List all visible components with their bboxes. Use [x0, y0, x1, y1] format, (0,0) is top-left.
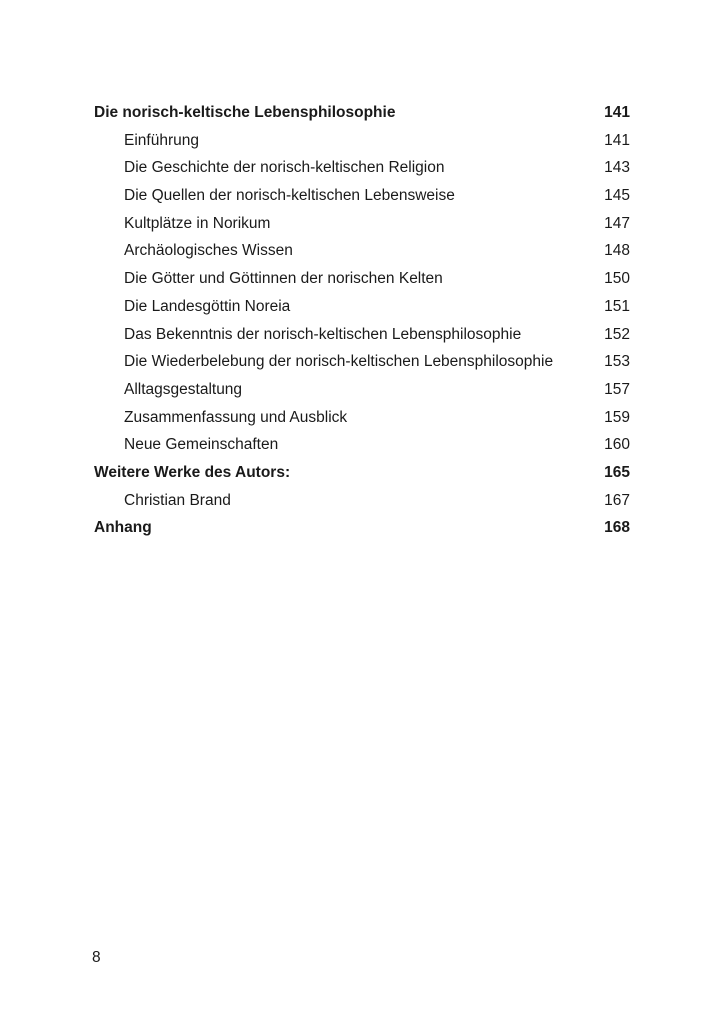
toc-entry [94, 127, 630, 155]
toc-entry-page: 165 [604, 463, 630, 481]
toc-entry-title: Neue Gemeinschaften [124, 436, 279, 454]
toc-entry-page: 141 [604, 131, 630, 149]
toc-entry [94, 376, 630, 404]
toc-entry-title: Kultplätze in Norikum [124, 214, 271, 232]
toc-entry [94, 431, 630, 459]
toc-entry [94, 154, 630, 182]
toc-entry-title: Die Landesgöttin Noreia [124, 297, 291, 315]
toc-entry-page: 147 [604, 214, 630, 232]
toc-entry-title: Einführung [124, 131, 199, 149]
toc-entry-page: 143 [604, 159, 630, 177]
toc-entry-page: 148 [604, 242, 630, 260]
toc-entry [94, 348, 630, 376]
toc-entry [94, 210, 630, 238]
toc-entry-page: 150 [604, 270, 630, 288]
toc-entry-page: 141 [604, 104, 630, 121]
toc-entry-title: Archäologisches Wissen [124, 242, 293, 260]
toc-entry-title: Die Götter und Göttinnen der norischen Kelten [124, 270, 443, 288]
table-of-contents [94, 99, 630, 542]
toc-entry-title: Die norisch-keltische Lebensphilosophie [94, 104, 396, 121]
toc-entry [94, 182, 630, 210]
toc-entry-title: Das Bekenntnis der norisch-keltischen Lebensphilosophie [124, 325, 522, 343]
toc-entry-page: 157 [604, 380, 630, 398]
toc-entry [94, 459, 630, 487]
toc-entry-page: 153 [604, 353, 630, 371]
toc-entry-title: Christian Brand [124, 491, 231, 509]
toc-entry [94, 404, 630, 432]
toc-entry-page: 167 [604, 491, 630, 509]
toc-entry-page: 160 [604, 436, 630, 454]
toc-entry-page: 168 [604, 519, 630, 537]
toc-entry-title: Die Wiederbelebung der norisch-keltischen Lebensphilosophie [124, 353, 554, 371]
toc-entry-title: Anhang [94, 519, 152, 537]
toc-entry-page: 152 [604, 325, 630, 343]
toc-entry [94, 321, 630, 349]
toc-entry [94, 265, 630, 293]
toc-entry [94, 514, 630, 542]
toc-entry [94, 99, 630, 127]
toc-entry-title: Zusammenfassung und Ausblick [124, 408, 348, 426]
toc-entry-title: Alltagsgestaltung [124, 380, 243, 398]
toc-entry-page: 159 [604, 408, 630, 426]
toc-entry-page: 145 [604, 187, 630, 205]
toc-entry [94, 237, 630, 265]
toc-entry-title: Weitere Werke des Autors: [94, 463, 291, 481]
page-number: 8 [92, 949, 101, 966]
toc-entry [94, 487, 630, 515]
toc-entry-page: 151 [604, 297, 630, 315]
toc-entry [94, 293, 630, 321]
toc-entry-title: Die Geschichte der norisch-keltischen Religion [124, 159, 445, 177]
toc-entry-title: Die Quellen der norisch-keltischen Lebensweise [124, 187, 455, 205]
